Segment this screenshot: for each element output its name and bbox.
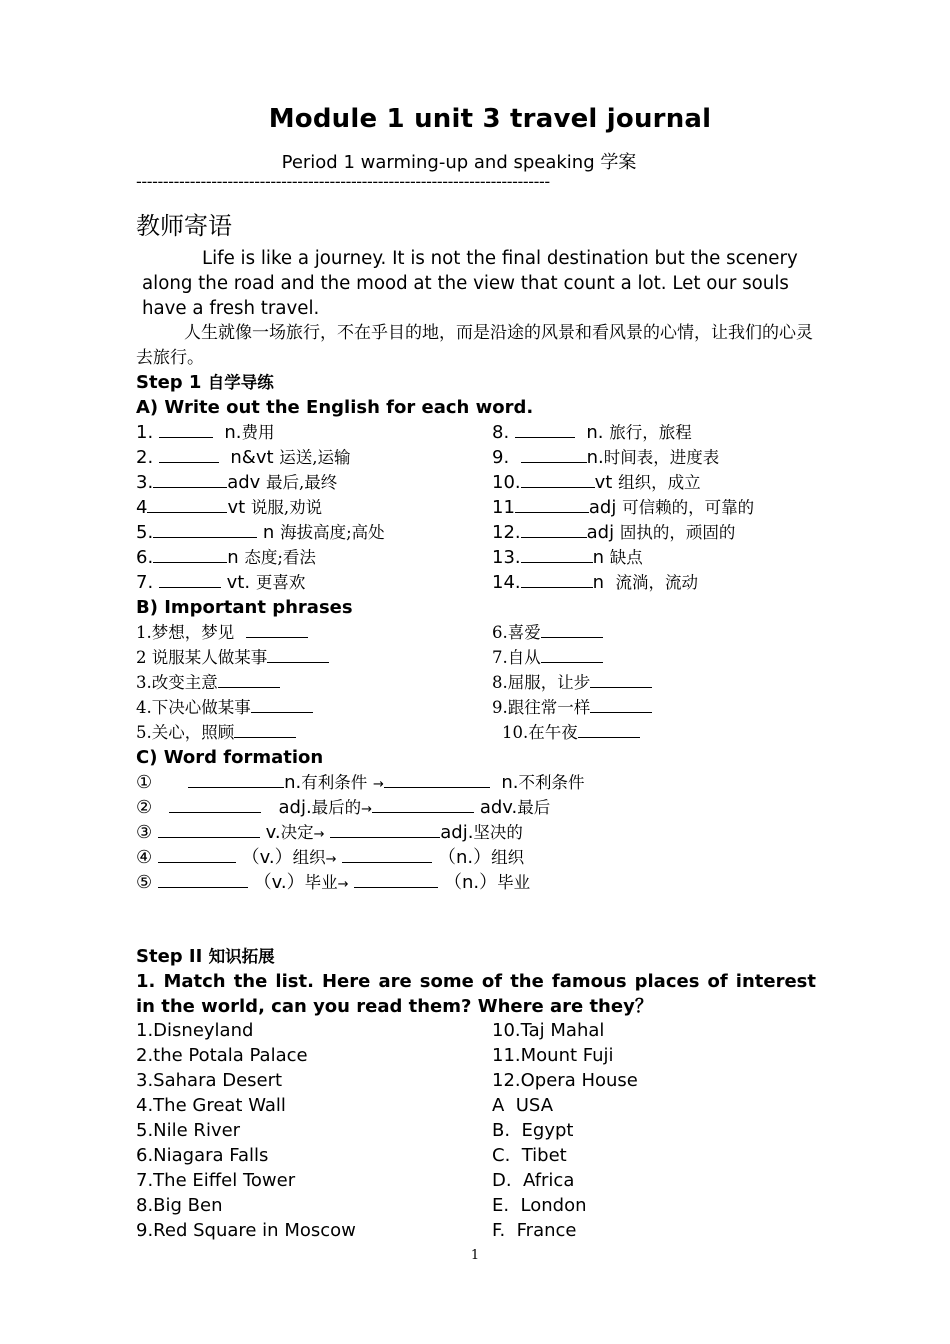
- phrase-item-2: 2 说服某人做某事: [136, 646, 329, 670]
- phrase-item-9: 9.跟往常一样: [492, 696, 652, 720]
- answer-blank[interactable]: [354, 871, 438, 888]
- vocab-item-7: 7. vt. 更喜欢: [136, 572, 306, 593]
- arrow-icon: →: [325, 852, 337, 867]
- answer-blank[interactable]: [188, 771, 284, 788]
- vocab-item-4: 4 vt 说服,劝说: [136, 497, 323, 518]
- teacher-note-english: Life is like a journey. It is not the final destination but the scenery along the road and the mood at the view that count a lot. Let our souls have a fresh travel.: [142, 248, 798, 319]
- word-formation-row-5: ⑤ （v.）毕业→ （n.）毕业: [136, 872, 531, 893]
- answer-blank[interactable]: [521, 521, 587, 538]
- vocab-item-3: 3. adv 最后,最终: [136, 472, 338, 493]
- arrow-icon: →: [337, 877, 349, 892]
- place-item: 5.Nile River: [136, 1120, 241, 1141]
- step1-heading-en: Step 1: [136, 372, 202, 393]
- answer-blank[interactable]: [515, 421, 575, 438]
- vocab-item-10: 10. vt 组织，成立: [492, 472, 701, 493]
- answer-blank[interactable]: [159, 446, 219, 463]
- phrase-item-10: 10.在午夜: [502, 721, 640, 745]
- place-item: 7.The Eiffel Tower: [136, 1170, 296, 1191]
- answer-blank[interactable]: [521, 546, 593, 563]
- place-item: 8.Big Ben: [136, 1195, 223, 1216]
- place-item: 1.Disneyland: [136, 1020, 254, 1041]
- answer-blank[interactable]: [159, 571, 221, 588]
- word-formation-row-3: ③ v.决定→ adj.坚决的: [136, 822, 523, 843]
- page-number: 1: [470, 1248, 480, 1263]
- answer-blank[interactable]: [158, 821, 260, 838]
- phrase-item-3: 3.改变主意: [136, 671, 280, 695]
- phrase-item-6: 6.喜爱: [492, 621, 603, 645]
- answer-blank[interactable]: [147, 496, 227, 513]
- vocab-item-14: 14. n 流淌，流动: [492, 572, 699, 593]
- location-option: A USA: [492, 1095, 554, 1116]
- word-formation-row-4: ④ （v.）组织→ （n.）组织: [136, 847, 525, 868]
- document-subtitle: Period 1 warming-up and speaking 学案: [281, 152, 637, 173]
- answer-blank[interactable]: [590, 696, 652, 713]
- location-option: D. Africa: [492, 1170, 575, 1191]
- answer-blank[interactable]: [330, 821, 440, 838]
- arrow-icon: →: [313, 827, 325, 842]
- location-option: C. Tibet: [492, 1145, 567, 1166]
- place-item: 2.the Potala Palace: [136, 1045, 308, 1066]
- step1-heading: [136, 371, 274, 395]
- step2-heading-en: Step II: [136, 946, 203, 967]
- answer-blank[interactable]: [267, 646, 329, 663]
- step1-heading-cn: 自学导练: [207, 373, 274, 392]
- answer-blank[interactable]: [246, 621, 308, 638]
- step2-heading-cn: 知识拓展: [208, 947, 275, 966]
- vocab-item-1: 1. n.费用: [136, 422, 275, 443]
- answer-blank[interactable]: [159, 421, 213, 438]
- step2-heading: [136, 945, 275, 969]
- vocab-item-11: 11 adj 可信赖的，可靠的: [492, 497, 755, 518]
- answer-blank[interactable]: [169, 796, 261, 813]
- vocab-item-6: 6. n 态度;看法: [136, 547, 316, 568]
- part-b-heading: B) Important phrases: [136, 597, 353, 618]
- answer-blank[interactable]: [153, 546, 227, 563]
- answer-blank[interactable]: [521, 446, 587, 463]
- phrase-item-4: 4.下决心做某事: [136, 696, 313, 720]
- answer-blank[interactable]: [158, 846, 236, 863]
- arrow-icon: →: [361, 802, 373, 817]
- answer-blank[interactable]: [578, 721, 640, 738]
- answer-blank[interactable]: [541, 621, 603, 638]
- match-question: 1. Match the list. Here are some of the famous places of interest in the world, can you read them? Where are they？: [136, 971, 816, 1017]
- answer-blank[interactable]: [218, 671, 280, 688]
- place-item: 12.Opera House: [492, 1070, 638, 1091]
- vocab-item-2: 2. n&vt 运送,运输: [136, 447, 351, 468]
- vocab-item-12: 12. adj 固执的，顽固的: [492, 522, 736, 543]
- place-item: 4.The Great Wall: [136, 1095, 286, 1116]
- phrase-item-5: 5.关心，照顾: [136, 721, 296, 745]
- answer-blank[interactable]: [153, 471, 227, 488]
- answer-blank[interactable]: [541, 646, 603, 663]
- answer-blank[interactable]: [590, 671, 652, 688]
- answer-blank[interactable]: [515, 496, 589, 513]
- answer-blank[interactable]: [372, 796, 474, 813]
- location-option: E. London: [492, 1195, 587, 1216]
- answer-blank[interactable]: [153, 521, 257, 538]
- answer-blank[interactable]: [521, 471, 595, 488]
- answer-blank[interactable]: [521, 571, 593, 588]
- place-item: 10.Taj Mahal: [492, 1020, 605, 1041]
- teacher-note-chinese: 人生就像一场旅行，不在乎目的地，而是沿途的风景和看风景的心情，让我们的心灵去旅行。: [136, 323, 813, 368]
- word-formation-row-2: ② adj.最后的→ adv.最后: [136, 797, 551, 818]
- phrase-item-8: 8.屈服，让步: [492, 671, 652, 695]
- vocab-item-8: 8. n. 旅行，旅程: [492, 422, 692, 443]
- answer-blank[interactable]: [158, 871, 248, 888]
- answer-blank[interactable]: [342, 846, 432, 863]
- word-formation-row-1: ① n.有利条件 → n.不利条件: [136, 772, 585, 793]
- vocab-item-13: 13. n 缺点: [492, 547, 643, 568]
- answer-blank[interactable]: [384, 771, 490, 788]
- part-c-heading: C) Word formation: [136, 747, 324, 768]
- place-item: 11.Mount Fuji: [492, 1045, 614, 1066]
- dashed-divider: -----------------------------------------------------------------------------: [136, 172, 550, 191]
- document-title: Module 1 unit 3 travel journal: [268, 104, 712, 134]
- vocab-item-5: 5. n 海拔高度;高处: [136, 522, 385, 543]
- place-item: 9.Red Square in Moscow: [136, 1220, 356, 1241]
- phrase-item-1: 1.梦想，梦见: [136, 621, 308, 645]
- vocab-item-9: 9. n.时间表，进度表: [492, 447, 720, 468]
- place-item: 3.Sahara Desert: [136, 1070, 283, 1091]
- location-option: F. France: [492, 1220, 577, 1241]
- answer-blank[interactable]: [251, 696, 313, 713]
- answer-blank[interactable]: [234, 721, 296, 738]
- teacher-note-heading: 教师寄语: [136, 212, 232, 240]
- part-a-heading: A) Write out the English for each word.: [136, 397, 534, 418]
- phrase-item-7: 7.自从: [492, 646, 603, 670]
- location-option: B. Egypt: [492, 1120, 574, 1141]
- arrow-icon: →: [373, 777, 384, 792]
- place-item: 6.Niagara Falls: [136, 1145, 269, 1166]
